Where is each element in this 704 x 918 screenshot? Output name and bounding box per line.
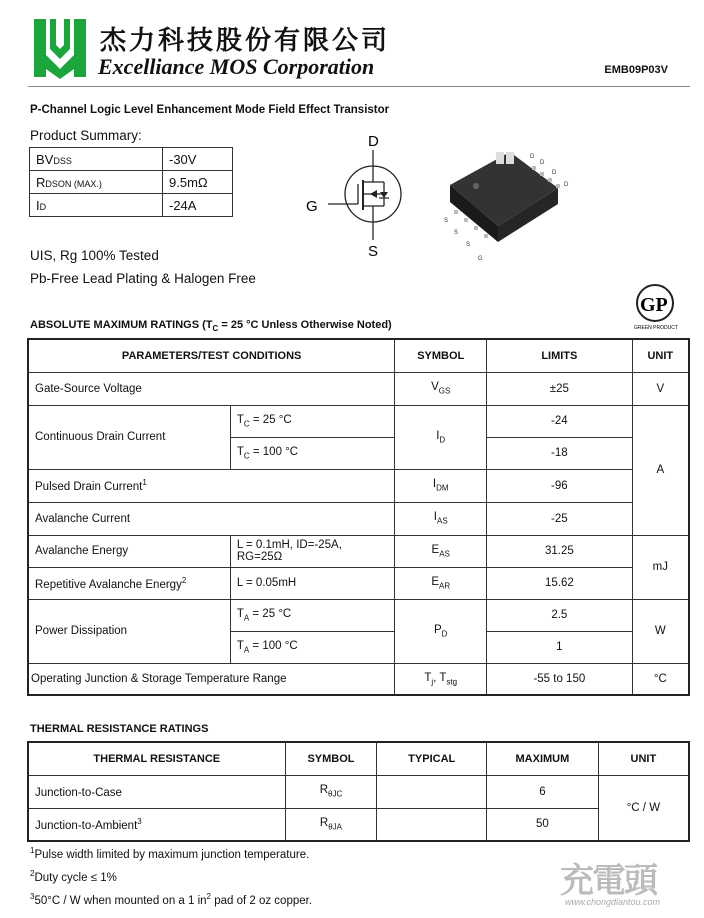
- gate-pin-label: G: [306, 198, 318, 215]
- limit-cell: ±25: [487, 372, 632, 405]
- unit-cell: V: [632, 372, 689, 405]
- thermal-table: [27, 741, 690, 842]
- symbol-cell: $T_j$, $T_{stg}$: [395, 663, 487, 695]
- table-row: [28, 599, 689, 631]
- max-cell: 50: [487, 808, 599, 841]
- param-cell: Continuous Drain Current: [28, 405, 230, 469]
- symbol-cell: $R_{\theta JA}$: [285, 808, 377, 841]
- param-cell: Gate-Source Voltage: [28, 372, 395, 405]
- gp-text: GP: [640, 294, 668, 316]
- header-unit: UNIT: [632, 339, 689, 372]
- limit-cell: -24: [487, 405, 632, 437]
- product-summary-table: [29, 147, 233, 217]
- package-pin-d: D: [540, 160, 545, 166]
- green-product-badge: [628, 283, 682, 331]
- limit-cell: 1: [487, 631, 632, 663]
- table-row: [28, 535, 689, 567]
- param-cell: Junction-to-Case: [28, 775, 285, 808]
- header-symbol: SYMBOL: [395, 339, 487, 372]
- symbol-cell: $I_{DM}$: [395, 469, 487, 502]
- unit-cell: mJ: [632, 535, 689, 599]
- part-number: EMB09P03V: [604, 64, 668, 76]
- table-row: [30, 171, 233, 194]
- drain-pin-label: D: [368, 133, 379, 150]
- typical-cell: [377, 808, 487, 841]
- condition-cell: L = 0.1mH, ID=-25A, RG=25Ω: [230, 535, 394, 567]
- table-row: [30, 194, 233, 217]
- symbol-cell: $R_{\theta JC}$: [285, 775, 377, 808]
- company-name-chinese: 杰力科技股份有限公司: [100, 26, 391, 56]
- package-pin-d: D: [564, 182, 569, 188]
- header-maximum: MAXIMUM: [487, 742, 599, 775]
- watermark-logo: 充電頭: [560, 862, 656, 900]
- summary-value: 9.5mΩ: [163, 171, 233, 194]
- footnote-2: $^2$Duty cycle ≤ 1%: [30, 869, 117, 884]
- unit-cell: °C: [632, 663, 689, 695]
- param-cell: Avalanche Current: [28, 502, 395, 535]
- package-pin-d: D: [552, 170, 557, 176]
- package-illustration: [432, 130, 577, 265]
- condition-cell: $T_A = 100$ °C: [230, 631, 394, 663]
- condition-cell: L = 0.05mH: [230, 567, 394, 599]
- mosfet-symbol-diagram: [300, 128, 410, 260]
- unit-cell: A: [632, 405, 689, 535]
- header-parameters: PARAMETERS/TEST CONDITIONS: [28, 339, 395, 372]
- table-row: [28, 808, 689, 841]
- symbol-cell: $I_D$: [395, 405, 487, 469]
- table-row: [30, 148, 233, 171]
- abs-max-title: ABSOLUTE MAXIMUM RATINGS ($T_C = 25$ °C Unless Otherwise Noted): [30, 319, 392, 334]
- company-logo: [30, 15, 90, 80]
- limit-cell: 15.62: [487, 567, 632, 599]
- source-pin-label: S: [368, 243, 379, 260]
- table-header-row: [28, 742, 689, 775]
- header-unit: UNIT: [598, 742, 689, 775]
- param-cell: Repetitive Avalanche Energy$^2$: [28, 567, 230, 599]
- symbol-cell: $I_{AS}$: [395, 502, 487, 535]
- summary-param: RDSON (MAX.): [30, 171, 163, 194]
- summary-value: -24A: [163, 194, 233, 217]
- param-cell: Operating Junction & Storage Temperature Range: [28, 663, 395, 695]
- summary-value: -30V: [163, 148, 233, 171]
- condition-cell: $T_A = 25$ °C: [230, 599, 394, 631]
- header-limits: LIMITS: [487, 339, 632, 372]
- package-pin-d: D: [530, 154, 535, 160]
- package-pin-g: G: [478, 256, 483, 262]
- limit-cell: -25: [487, 502, 632, 535]
- condition-cell: $T_C = 25$ °C: [230, 405, 394, 437]
- param-cell: Pulsed Drain Current$^1$: [28, 469, 395, 502]
- feature-uis: UIS, Rg 100% Tested: [30, 248, 159, 263]
- company-name-english: Excelliance MOS Corporation: [98, 54, 375, 79]
- limit-cell: -96: [487, 469, 632, 502]
- summary-param: BVDSS: [30, 148, 163, 171]
- symbol-cell: $E_{AR}$: [395, 567, 487, 599]
- unit-cell: W: [632, 599, 689, 663]
- header-typical: TYPICAL: [377, 742, 487, 775]
- footnote-1: $^1$Pulse width limited by maximum junction temperature.: [30, 846, 310, 861]
- package-pin-s: S: [454, 230, 459, 236]
- limit-cell: -55 to 150: [487, 663, 632, 695]
- header-divider: [28, 86, 690, 87]
- unit-cell: °C / W: [598, 775, 689, 841]
- watermark-url: www.chongdiantou.com: [565, 897, 661, 907]
- table-row: [28, 502, 689, 535]
- table-row: [28, 372, 689, 405]
- max-cell: 6: [487, 775, 599, 808]
- symbol-cell: $V_{GS}$: [395, 372, 487, 405]
- product-summary-label: Product Summary:: [30, 128, 142, 143]
- table-row: [28, 567, 689, 599]
- table-row: [28, 405, 689, 437]
- typical-cell: [377, 775, 487, 808]
- document-subtitle: P-Channel Logic Level Enhancement Mode Field Effect Transistor: [30, 104, 390, 116]
- package-pin-s: S: [444, 218, 449, 224]
- summary-param: ID: [30, 194, 163, 217]
- header-thermal-resistance: THERMAL RESISTANCE: [28, 742, 285, 775]
- param-cell: Avalanche Energy: [28, 535, 230, 567]
- limit-cell: -18: [487, 437, 632, 469]
- condition-cell: $T_C = 100$ °C: [230, 437, 394, 469]
- table-row: [28, 775, 689, 808]
- gp-caption: GREEN PRODUCT: [634, 325, 678, 331]
- abs-max-table: [27, 338, 690, 696]
- symbol-cell: $E_{AS}$: [395, 535, 487, 567]
- limit-cell: 2.5: [487, 599, 632, 631]
- table-header-row: [28, 339, 689, 372]
- param-cell: Junction-to-Ambient$^3$: [28, 808, 285, 841]
- package-pin-s: S: [466, 242, 471, 248]
- table-row: [28, 663, 689, 695]
- symbol-cell: $P_D$: [395, 599, 487, 663]
- thermal-title: THERMAL RESISTANCE RATINGS: [30, 723, 209, 735]
- table-row: [28, 469, 689, 502]
- footnote-3: $^3$50°C / W when mounted on a 1 $in^2$ pad of 2 oz copper.: [30, 892, 313, 907]
- header-symbol: SYMBOL: [285, 742, 377, 775]
- param-cell: Power Dissipation: [28, 599, 230, 663]
- feature-pb-free: Pb-Free Lead Plating & Halogen Free: [30, 271, 256, 286]
- limit-cell: 31.25: [487, 535, 632, 567]
